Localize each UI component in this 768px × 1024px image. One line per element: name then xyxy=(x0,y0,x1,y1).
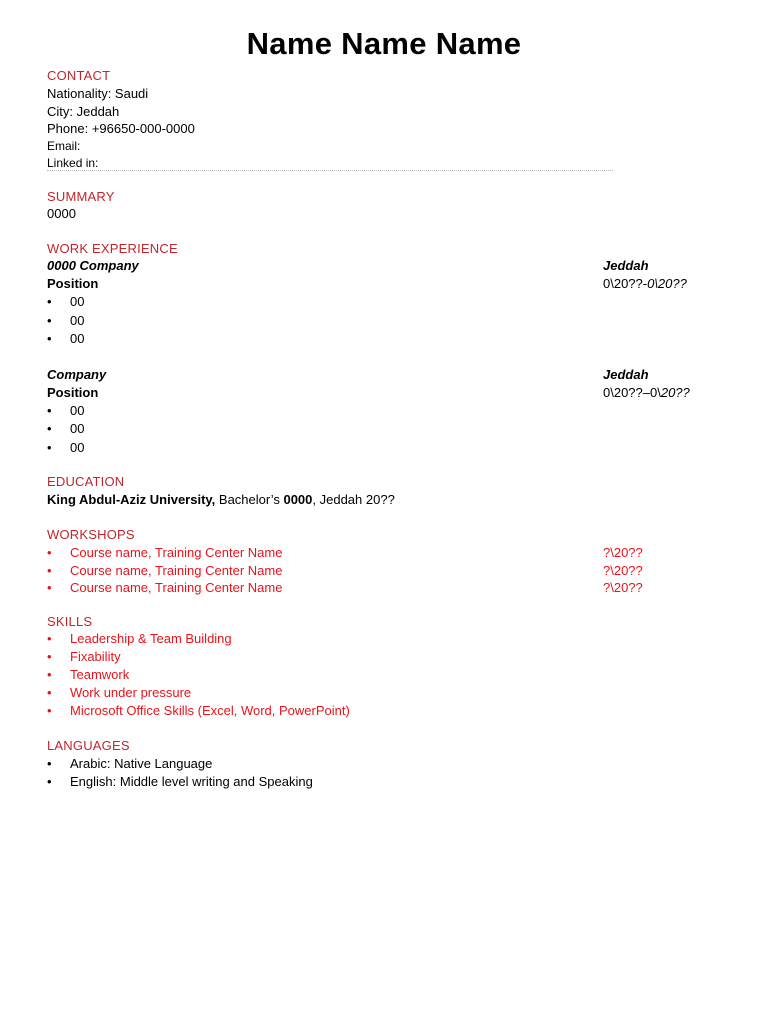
contact-phone: Phone: +96650-000-0000 xyxy=(47,121,195,136)
list-item xyxy=(47,331,84,347)
job-company: 0000 Company xyxy=(47,258,139,273)
skill-text: Work under pressure xyxy=(70,685,192,700)
bullet-icon: • xyxy=(47,703,52,718)
list-item-text: 00 xyxy=(70,440,85,455)
contact-linkedin: Linked in: xyxy=(47,156,99,170)
summary-heading: SUMMARY xyxy=(47,189,115,204)
contact-city: City: Jeddah xyxy=(47,104,120,119)
skill-text: Fixability xyxy=(70,649,121,664)
job-date-start: 0\20??–0\ xyxy=(603,385,661,400)
bullet-icon: • xyxy=(47,631,52,646)
list-item xyxy=(47,774,313,790)
workshop-name: Course name, Training Center Name xyxy=(70,580,283,595)
job-date-end: 20?? xyxy=(660,385,690,400)
list-item xyxy=(47,421,84,437)
list-item-text: 00 xyxy=(70,421,85,436)
work-heading: WORK EXPERIENCE xyxy=(47,241,178,256)
list-item xyxy=(47,756,212,772)
bullet-icon: • xyxy=(47,545,52,560)
language-text: English: Middle level writing and Speaking xyxy=(70,774,313,789)
summary-text: 0000 xyxy=(47,206,76,221)
job-dates xyxy=(603,276,687,292)
workshops-heading: WORKSHOPS xyxy=(47,527,135,542)
list-item xyxy=(47,313,84,329)
education-entry xyxy=(47,492,395,508)
list-item xyxy=(47,580,282,596)
skill-text: Teamwork xyxy=(70,667,130,682)
workshop-date: ?\20?? xyxy=(603,580,643,595)
bullet-icon: • xyxy=(47,667,52,682)
list-item xyxy=(47,440,84,456)
list-item xyxy=(47,649,121,665)
workshop-date: ?\20?? xyxy=(603,545,643,560)
bullet-icon: • xyxy=(47,313,52,328)
job-position: Position xyxy=(47,385,99,400)
education-heading: EDUCATION xyxy=(47,474,125,489)
bullet-icon: • xyxy=(47,649,52,664)
job-company: Company xyxy=(47,367,107,382)
workshop-date: ?\20?? xyxy=(603,563,643,578)
workshop-name: Course name, Training Center Name xyxy=(70,545,283,560)
list-item xyxy=(47,563,282,579)
list-item xyxy=(47,294,84,310)
bullet-icon: • xyxy=(47,580,52,595)
list-item xyxy=(47,631,232,647)
skill-text: Microsoft Office Skills (Excel, Word, PowerPoint) xyxy=(70,703,350,718)
list-item-text: 00 xyxy=(70,403,85,418)
contact-heading: CONTACT xyxy=(47,68,111,83)
language-text: Arabic: Native Language xyxy=(70,756,213,771)
contact-divider xyxy=(47,170,613,171)
job-date-end: 0\20?? xyxy=(647,276,687,291)
list-item xyxy=(47,667,129,683)
bullet-icon: • xyxy=(47,774,52,789)
list-item-text: 00 xyxy=(70,331,85,346)
job-date-start: 0\20??- xyxy=(603,276,648,291)
education-degree-prefix: Bachelor’s xyxy=(215,492,284,507)
contact-nationality: Nationality: Saudi xyxy=(47,86,149,101)
education-degree-suffix: , Jeddah 20?? xyxy=(312,492,395,507)
list-item xyxy=(47,685,191,701)
bullet-icon: • xyxy=(47,440,52,455)
list-item xyxy=(47,545,282,561)
bullet-icon: • xyxy=(47,403,52,418)
bullet-icon: • xyxy=(47,331,52,346)
contact-email: Email: xyxy=(47,139,81,153)
job-location: Jeddah xyxy=(603,258,649,273)
list-item xyxy=(47,703,350,719)
skill-text: Leadership & Team Building xyxy=(70,631,232,646)
education-degree-number: 0000 xyxy=(283,492,313,507)
job-dates xyxy=(603,385,690,401)
resume-name-title: Name Name Name xyxy=(246,26,522,61)
list-item xyxy=(47,403,84,419)
job-location: Jeddah xyxy=(603,367,649,382)
education-school: King Abdul-Aziz University, xyxy=(47,492,216,507)
bullet-icon: • xyxy=(47,756,52,771)
workshop-name: Course name, Training Center Name xyxy=(70,563,283,578)
bullet-icon: • xyxy=(47,294,52,309)
bullet-icon: • xyxy=(47,421,52,436)
bullet-icon: • xyxy=(47,563,52,578)
list-item-text: 00 xyxy=(70,294,85,309)
languages-heading: LANGUAGES xyxy=(47,738,130,753)
skills-heading: SKILLS xyxy=(47,614,93,629)
list-item-text: 00 xyxy=(70,313,85,328)
bullet-icon: • xyxy=(47,685,52,700)
job-position: Position xyxy=(47,276,99,291)
